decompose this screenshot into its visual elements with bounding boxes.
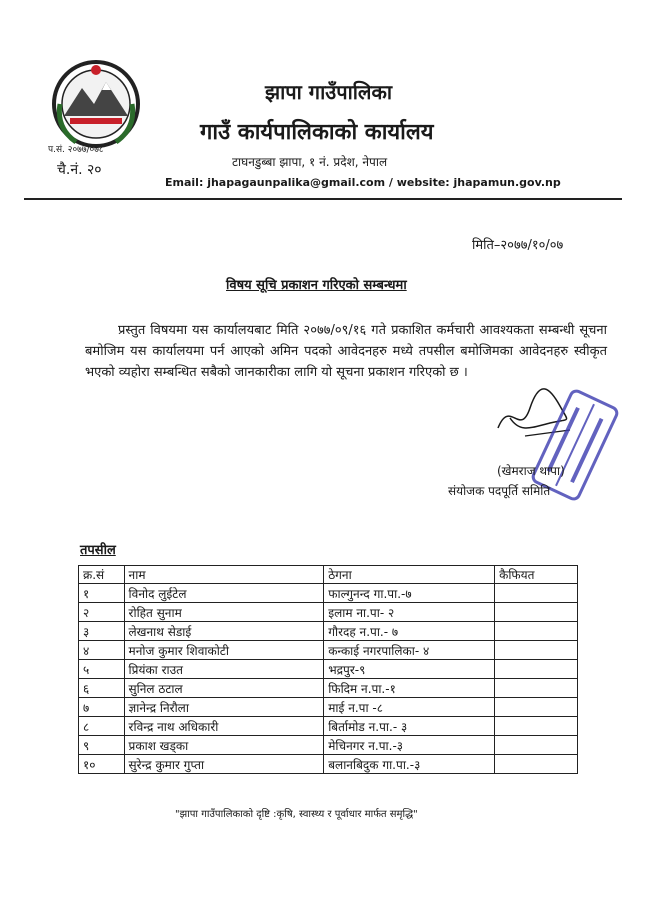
cell-remarks xyxy=(495,755,578,774)
office-name: झापा गाउँपालिका xyxy=(265,80,393,104)
website-value: jhapamun.gov.np xyxy=(453,176,561,189)
letter-subject: विषय सूचि प्रकाशन गरिएको सम्बन्धमा xyxy=(226,278,407,293)
table-row xyxy=(79,603,578,622)
cell-sn: १० xyxy=(79,755,125,774)
applicant-table xyxy=(78,565,578,774)
letter-body: प्रस्तुत विषयमा यस कार्यालयबाट मिति २०७७/०९/१६ गते प्रकाशित कर्मचारी आवश्यकता सम्बन्धी सूचना बमोजिम यस कार्यालयमा पर्न आएको अमिन पदको आवेदनहरु मध्ये तपसील बमोजिमका आवेदनहरु स्वीकृत भएको व्यहोरा सम्बन्धित सबैको जानकारीका लागि यो सूचना प्रकाशन गरिएको छ । xyxy=(85,323,607,380)
signer-title: संयोजक पदपूर्ति समिति xyxy=(448,484,551,498)
cell-name: विनोद लुईटेल xyxy=(124,584,324,603)
cell-remarks xyxy=(495,717,578,736)
cell-address: फाल्गुनन्द गा.पा.-७ xyxy=(324,584,495,603)
cell-remarks xyxy=(495,736,578,755)
cell-address: फिदिम न.पा.-१ xyxy=(324,679,495,698)
table-row xyxy=(79,755,578,774)
cell-address: भद्रपुर-९ xyxy=(324,660,495,679)
cell-remarks xyxy=(495,679,578,698)
cell-address: बलानबिदुक गा.पा.-३ xyxy=(324,755,495,774)
cell-name: प्रियंका राउत xyxy=(124,660,324,679)
table-row xyxy=(79,717,578,736)
letter-date: मिति–२०७७/१०/०७ xyxy=(472,238,564,253)
cell-sn: २ xyxy=(79,603,125,622)
cell-sn: १ xyxy=(79,584,125,603)
office-address: टाघनडुब्बा झापा, १ नं. प्रदेश, नेपाल xyxy=(232,155,388,169)
cell-sn: ९ xyxy=(79,736,125,755)
cell-name: रविन्द्र नाथ अधिकारी xyxy=(124,717,324,736)
header-divider xyxy=(24,198,622,200)
cell-sn: ४ xyxy=(79,641,125,660)
cell-name: मनोज कुमार शिवाकोटी xyxy=(124,641,324,660)
fiscal-year: प.सं. २०७७/०७८ xyxy=(48,145,104,155)
cell-remarks xyxy=(495,660,578,679)
cell-sn: ५ xyxy=(79,660,125,679)
cell-sn: ८ xyxy=(79,717,125,736)
header-sn: क्र.सं xyxy=(79,566,125,584)
chalani-number: चै.नं. २० xyxy=(57,162,102,178)
cell-remarks xyxy=(495,622,578,641)
cell-address: मेचिनगर न.पा.-३ xyxy=(324,736,495,755)
tapsil-heading: तपसील xyxy=(80,543,116,558)
table-row xyxy=(79,641,578,660)
cell-name: ज्ञानेन्द्र निरौला xyxy=(124,698,324,717)
cell-remarks xyxy=(495,641,578,660)
office-title: गाउँ कार्यपालिकाको कार्यालय xyxy=(200,120,434,145)
email-value: jhapagaunpalika@gmail.com xyxy=(207,176,386,189)
cell-remarks xyxy=(495,603,578,622)
cell-address: माई न.पा -८ xyxy=(324,698,495,717)
cell-name: प्रकाश खड्का xyxy=(124,736,324,755)
cell-address: गौरदह न.पा.- ७ xyxy=(324,622,495,641)
table-row xyxy=(79,679,578,698)
cell-name: सुरेन्द्र कुमार गुप्ता xyxy=(124,755,324,774)
cell-name: लेखनाथ सेडाई xyxy=(124,622,324,641)
table-row xyxy=(79,698,578,717)
table-row xyxy=(79,660,578,679)
cell-name: सुनिल ठटाल xyxy=(124,679,324,698)
signer-name: (खेमराज थापा) xyxy=(497,464,565,478)
cell-name: रोहित सुनाम xyxy=(124,603,324,622)
cell-address: बिर्तामोड न.पा.- ३ xyxy=(324,717,495,736)
contact-line: Email: jhapagaunpalika@gmail.com / website: jhapamun.gov.np xyxy=(165,176,561,189)
table-row xyxy=(79,622,578,641)
table-row xyxy=(79,584,578,603)
cell-remarks xyxy=(495,584,578,603)
email-label: Email: xyxy=(165,176,204,189)
table-row xyxy=(79,736,578,755)
header-remarks: कैफियत xyxy=(495,566,578,584)
cell-remarks xyxy=(495,698,578,717)
header-address: ठेगना xyxy=(324,566,495,584)
slogan-footer: "झापा गाउँपालिकाको दृष्टि :कृषि, स्वास्थ्य र पूर्वाधार मार्फत समृद्धि" xyxy=(175,809,418,820)
cell-sn: ७ xyxy=(79,698,125,717)
cell-address: कन्काई नगरपालिका- ४ xyxy=(324,641,495,660)
table-header-row xyxy=(79,566,578,584)
cell-sn: ३ xyxy=(79,622,125,641)
website-label: website: xyxy=(396,176,450,189)
cell-address: इलाम ना.पा- २ xyxy=(324,603,495,622)
header-name: नाम xyxy=(124,566,324,584)
nepal-emblem-icon xyxy=(50,58,142,150)
cell-sn: ६ xyxy=(79,679,125,698)
